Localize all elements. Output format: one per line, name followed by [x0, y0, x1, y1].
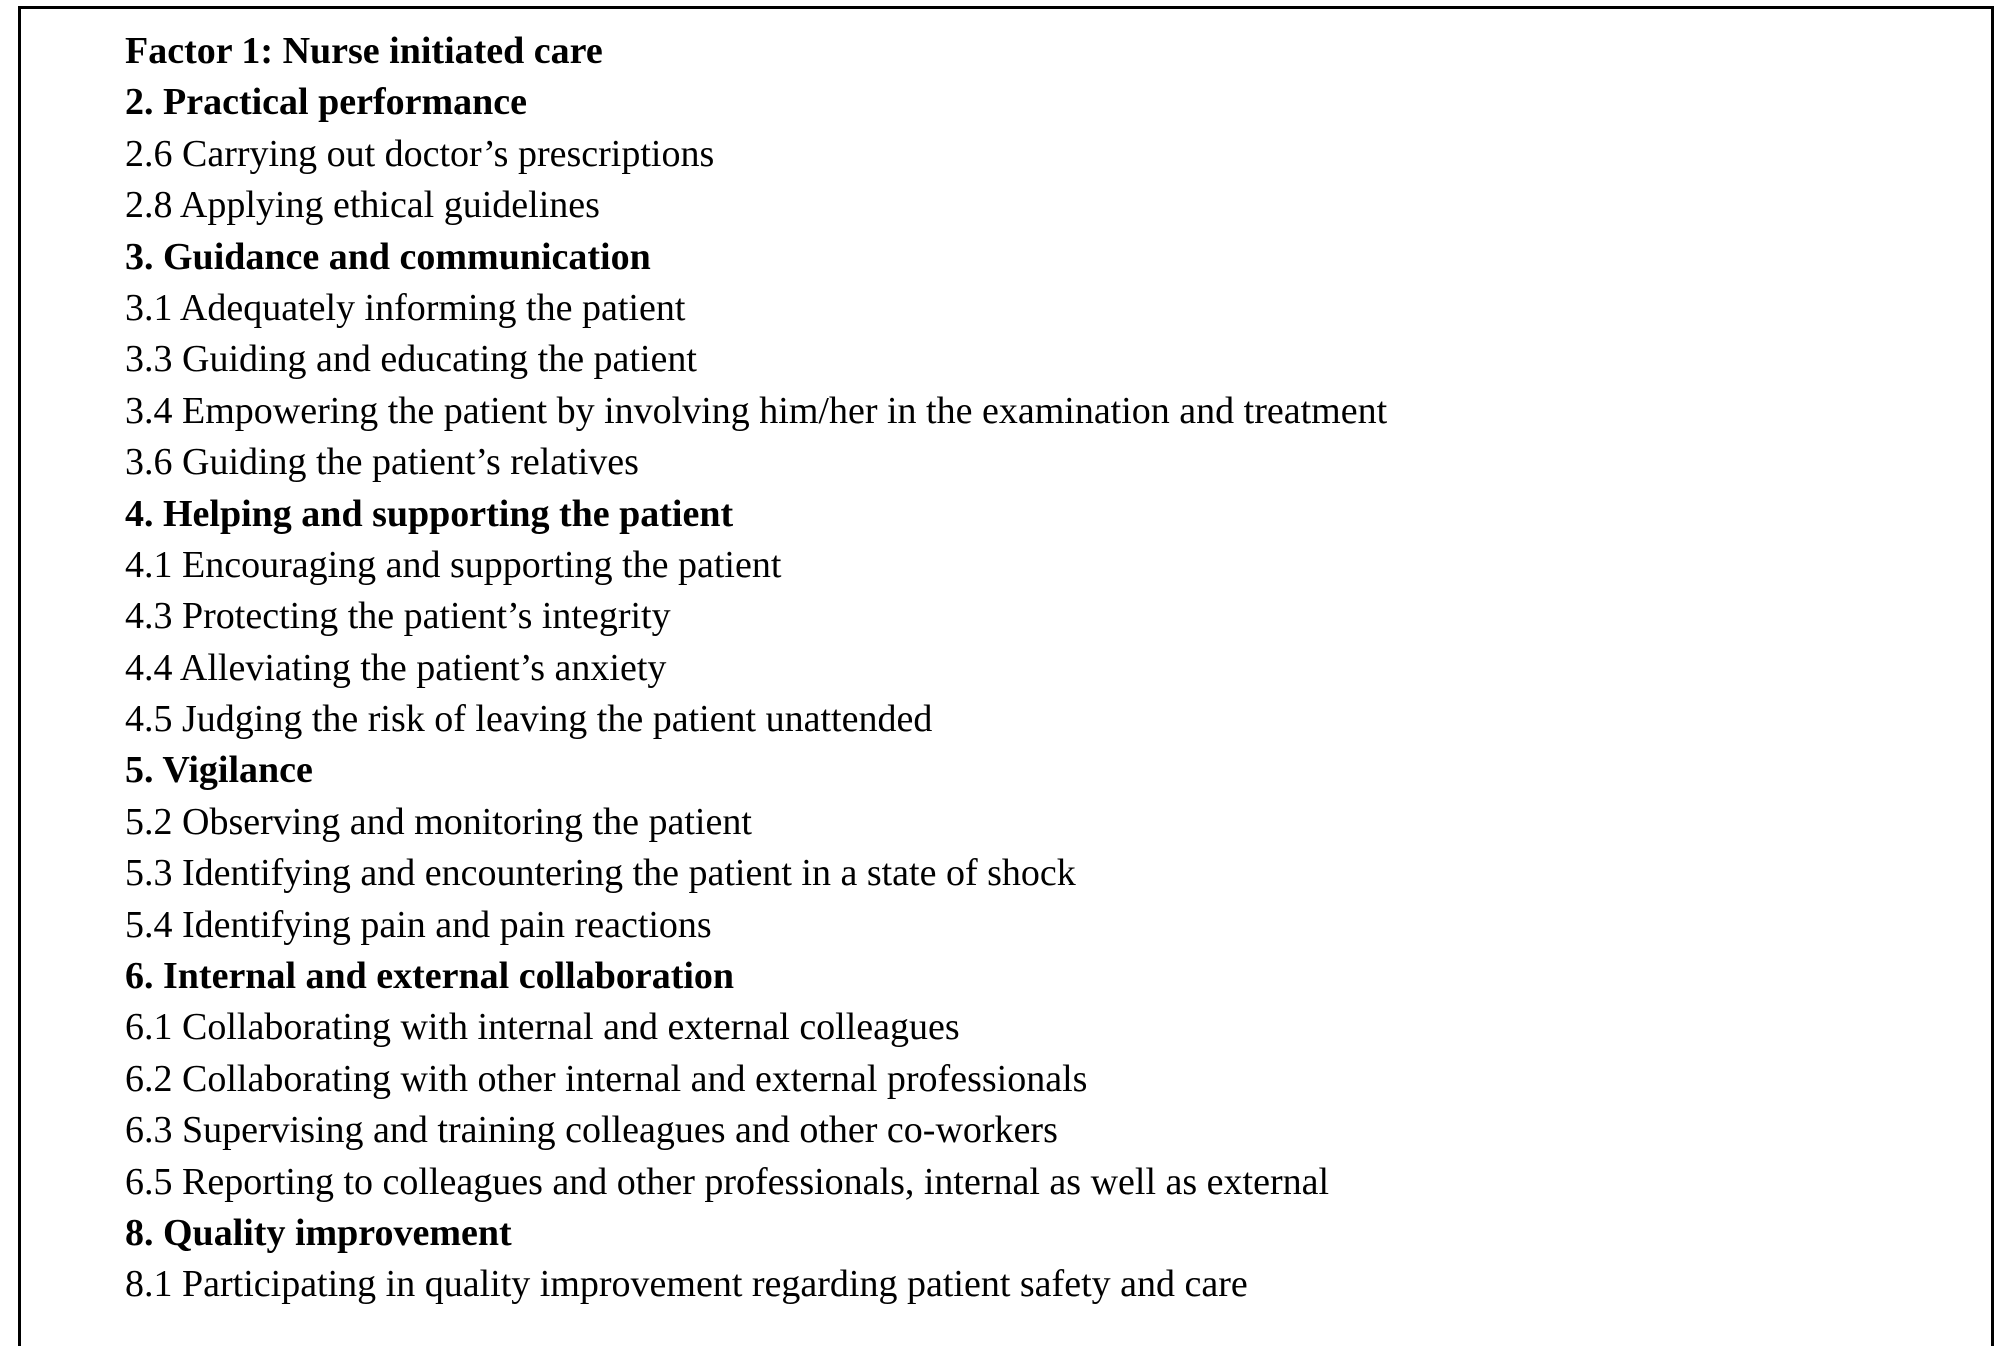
list-item: 6.3 Supervising and training colleagues and other co-workers	[125, 1109, 1058, 1152]
list-item: 3.6 Guiding the patient’s relatives	[125, 441, 639, 484]
section-quality-improvement	[125, 1208, 1925, 1311]
list-item: 3.1 Adequately informing the patient	[125, 286, 686, 329]
list-item: 4.1 Encouraging and supporting the patient	[125, 543, 782, 586]
section-heading: 8. Quality improvement	[125, 1211, 512, 1254]
list-item: 6.1 Collaborating with internal and external colleagues	[125, 1006, 960, 1049]
section-guidance-communication	[125, 232, 1925, 489]
list-item: 2.8 Applying ethical guidelines	[125, 184, 600, 227]
factor-title: Factor 1: Nurse initiated care	[125, 30, 603, 72]
factor-content	[125, 26, 1925, 1311]
section-heading: 4. Helping and supporting the patient	[125, 492, 734, 535]
list-item: 5.2 Observing and monitoring the patient	[125, 800, 752, 843]
list-item: 8.1 Participating in quality improvement regarding patient safety and care	[125, 1263, 1248, 1306]
list-item: 6.2 Collaborating with other internal and external professionals	[125, 1057, 1088, 1100]
section-collaboration	[125, 951, 1925, 1208]
section-heading: 5. Vigilance	[125, 749, 313, 792]
list-item: 3.4 Empowering the patient by involving him/her in the examination and treatment	[125, 389, 1388, 432]
list-item: 4.4 Alleviating the patient’s anxiety	[125, 646, 667, 689]
list-item: 5.4 Identifying pain and pain reactions	[125, 903, 712, 946]
section-practical-performance	[125, 77, 1925, 231]
section-heading: 2. Practical performance	[125, 81, 527, 124]
list-item: 4.3 Protecting the patient’s integrity	[125, 595, 671, 638]
section-helping-supporting	[125, 489, 1925, 746]
list-item: 4.5 Judging the risk of leaving the patient unattended	[125, 698, 933, 741]
list-item: 3.3 Guiding and educating the patient	[125, 338, 697, 381]
list-item: 6.5 Reporting to colleagues and other professionals, internal as well as external	[125, 1160, 1330, 1203]
list-item: 2.6 Carrying out doctor’s prescriptions	[125, 132, 715, 175]
section-vigilance	[125, 745, 1925, 951]
section-heading: 3. Guidance and communication	[125, 235, 651, 278]
list-item: 5.3 Identifying and encountering the patient in a state of shock	[125, 852, 1076, 895]
section-heading: 6. Internal and external collaboration	[125, 955, 735, 998]
